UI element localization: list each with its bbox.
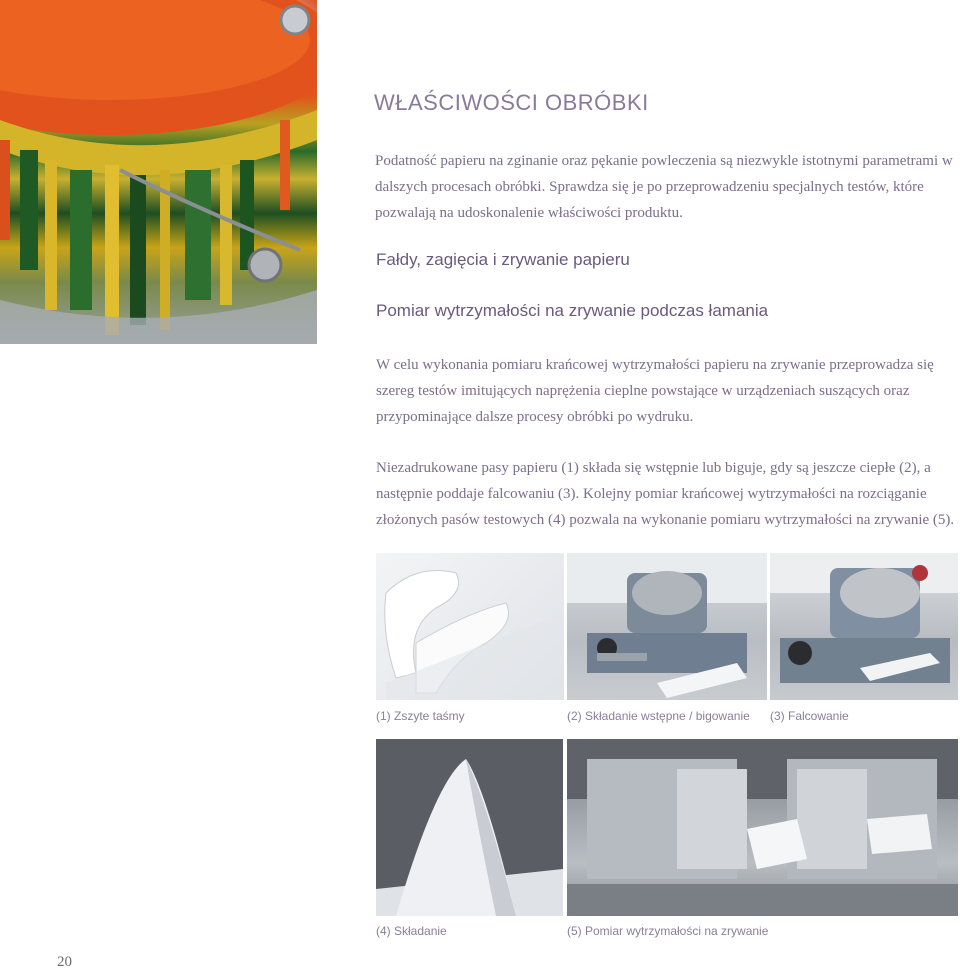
caption-prefolding: (2) Składanie wstępne / bigowanie (567, 709, 750, 723)
page-heading: WŁAŚCIWOŚCI OBRÓBKI (374, 90, 649, 115)
page-number: 20 (57, 954, 72, 970)
paint-bucket-illustration (0, 0, 317, 344)
paint-bucket-photo (0, 0, 317, 344)
caption-folding: (3) Falcowanie (770, 709, 849, 723)
body-paragraph-2: Niezadrukowane pasy papieru (1) składa się wstępnie lub biguje, gdy są jeszcze ciepłe (2), a następnie poddaje falcowaniu (3). Kolejny pomiar krańcowej wytrzymałości na rozciąganie złożonych pasów testowych (4) pozwala na wykonanie pomiaru wytrzymałości na zrywanie (5). (376, 460, 955, 528)
prefolding-machine-photo (567, 553, 767, 700)
stitched-strips-photo (376, 553, 564, 700)
folded-paper-photo (376, 739, 563, 916)
section-title: Fałdy, zagięcia i zrywanie papieru (376, 250, 630, 269)
folding-machine-photo (770, 553, 958, 700)
body-paragraph-1: W celu wykonania pomiaru krańcowej wytrzymałości papieru na zrywanie przeprowadza się szereg testów imitujących naprężenia cieplne powstające w urządzeniach suszących oraz przypominające dalsze procesy obróbki po wydruku. (376, 357, 934, 425)
subsection-title: Pomiar wytrzymałości na zrywanie podczas łamania (376, 301, 769, 320)
caption-folded-paper: (4) Składanie (376, 924, 447, 938)
caption-strength-test: (5) Pomiar wytrzymałości na zrywanie (567, 924, 769, 938)
strength-test-photo (567, 739, 958, 916)
intro-paragraph: Podatność papieru na zginanie oraz pękanie powleczenia są niezwykle istotnymi parametrami w dalszych procesach obróbki. Sprawdza się je po przeprowadzeniu specjalnych testów, które pozwalają na udoskonalenie właściwości produktu. (375, 153, 953, 221)
caption-stitched-strips: (1) Zszyte taśmy (376, 709, 465, 723)
